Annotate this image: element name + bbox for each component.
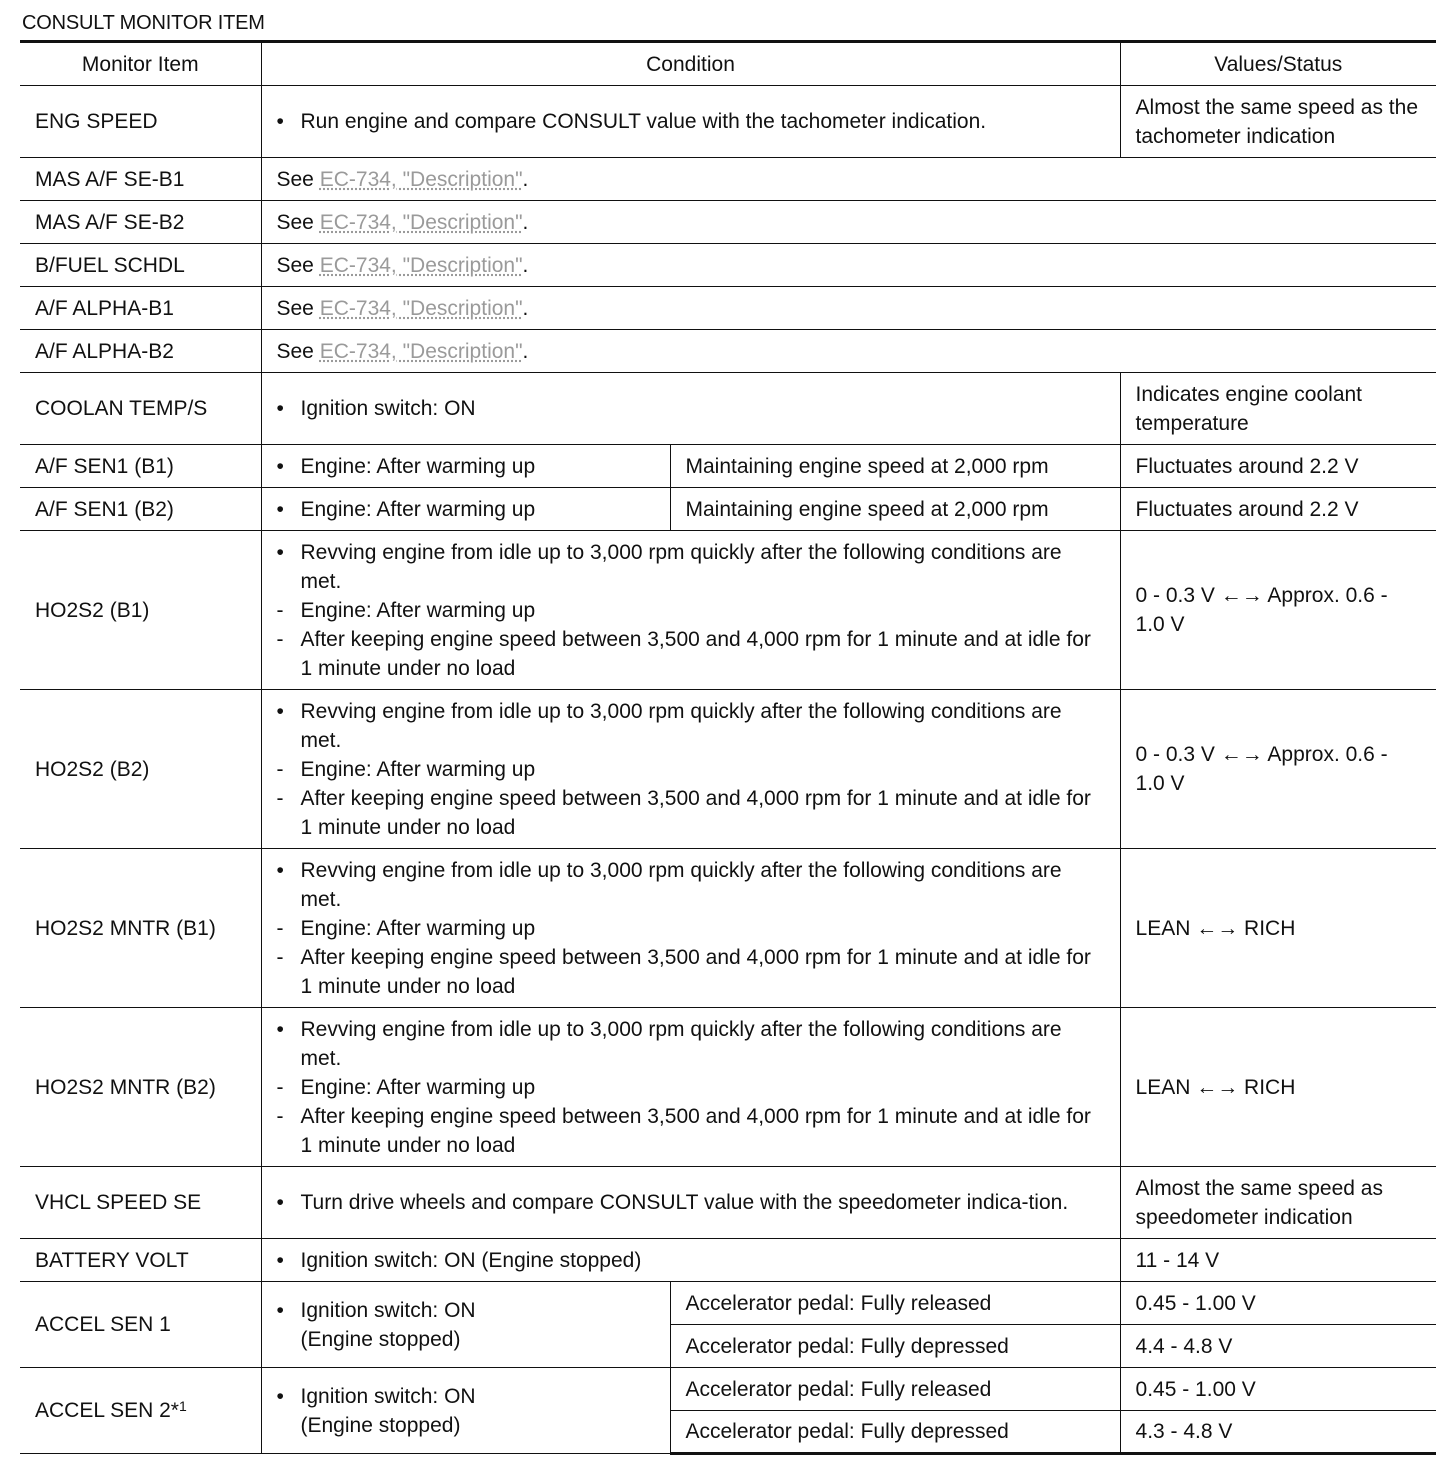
condition-cell — [261, 86, 1120, 158]
description-link[interactable]: EC-734, "Description" — [319, 296, 523, 320]
condition-text: Revving engine from idle up to 3,000 rpm quickly after the following conditions are met. — [300, 699, 1062, 752]
condition-text: Ignition switch: ON (Engine stopped) — [300, 1248, 642, 1272]
monitor-item-cell: BATTERY VOLT — [20, 1239, 261, 1282]
condition-subtext: After keeping engine speed between 3,500 and 4,000 rpm for 1 minute and at idle for 1 minute under no load — [300, 786, 1091, 839]
monitor-item-cell: HO2S2 (B2) — [20, 690, 261, 849]
table-row — [20, 531, 1436, 690]
value-cell: Almost the same speed as speedometer indication — [1120, 1167, 1436, 1239]
table-header-row — [20, 42, 1436, 86]
bullet-marker: • — [276, 540, 284, 564]
condition-cell — [261, 1239, 1120, 1282]
table-row — [20, 244, 1436, 287]
value-cell: 11 - 14 V — [1120, 1239, 1436, 1282]
condition-cell — [261, 158, 1436, 201]
monitor-item-cell: A/F SEN1 (B2) — [20, 488, 261, 531]
condition-subtext: Engine: After warming up — [300, 598, 536, 622]
bullet-marker: • — [276, 1017, 284, 1041]
value-cell: 0 - 0.3 V ←→ Approx. 0.6 - 1.0 V — [1120, 690, 1436, 849]
monitor-item-cell: B/FUEL SCHDL — [20, 244, 261, 287]
condition-text: Turn drive wheels and compare CONSULT value with the speedometer indica-tion. — [300, 1191, 1069, 1214]
bullet-marker: • — [276, 397, 284, 420]
condition-cell — [261, 330, 1436, 373]
value-cell: Indicates engine coolant temperature — [1120, 373, 1436, 445]
value-cell: Fluctuates around 2.2 V — [1120, 445, 1436, 488]
document-title: CONSULT MONITOR ITEM — [22, 12, 265, 34]
see-prefix: See — [276, 167, 314, 191]
table-row — [20, 690, 1436, 849]
condition-cell — [261, 244, 1436, 287]
table-row — [20, 1167, 1436, 1239]
header-condition: Condition — [261, 42, 1120, 86]
dash-marker: - — [276, 757, 284, 781]
condition-text: Revving engine from idle up to 3,000 rpm quickly after the following conditions are met. — [300, 858, 1062, 911]
condition-subtext: Engine: After warming up — [300, 916, 536, 940]
see-prefix: See — [276, 296, 314, 320]
condition-cell — [261, 1167, 1120, 1239]
condition-text: Ignition switch: ON — [300, 1384, 476, 1408]
value-cell: 0.45 - 1.00 V — [1120, 1282, 1436, 1325]
bullet-marker: • — [276, 1191, 284, 1214]
table-row — [20, 1008, 1436, 1167]
see-prefix: See — [276, 210, 314, 234]
condition-cell — [261, 1008, 1120, 1167]
table-row — [20, 488, 1436, 531]
table-row — [20, 1368, 1436, 1411]
description-link[interactable]: EC-734, "Description" — [319, 253, 523, 277]
monitor-item-cell: ENG SPEED — [20, 86, 261, 158]
monitor-item-cell: ACCEL SEN 1 — [20, 1282, 261, 1368]
table-row — [20, 330, 1436, 373]
condition-subtext: (Engine stopped) — [300, 1327, 461, 1351]
monitor-item-cell: HO2S2 MNTR (B1) — [20, 849, 261, 1008]
sub-condition-cell: Maintaining engine speed at 2,000 rpm — [670, 488, 1120, 531]
condition-cell — [261, 690, 1120, 849]
monitor-item-cell: A/F SEN1 (B1) — [20, 445, 261, 488]
table-row — [20, 201, 1436, 244]
see-suffix: . — [522, 210, 529, 234]
condition-text: Revving engine from idle up to 3,000 rpm quickly after the following conditions are met. — [300, 1017, 1062, 1070]
description-link[interactable]: EC-734, "Description" — [319, 167, 523, 191]
monitor-item-cell: HO2S2 (B1) — [20, 531, 261, 690]
condition-text: Ignition switch: ON — [300, 1298, 476, 1322]
condition-subtext: (Engine stopped) — [300, 1413, 461, 1437]
table-row — [20, 1282, 1436, 1325]
dash-marker: - — [276, 627, 284, 651]
dash-marker: - — [276, 1075, 284, 1099]
dash-marker: - — [276, 945, 284, 969]
table-row — [20, 287, 1436, 330]
see-suffix: . — [522, 296, 529, 320]
condition-cell — [261, 445, 670, 488]
table-row — [20, 445, 1436, 488]
see-suffix: . — [522, 339, 529, 363]
condition-subtext: After keeping engine speed between 3,500 and 4,000 rpm for 1 minute and at idle for 1 minute under no load — [300, 627, 1091, 680]
bullet-marker: • — [276, 1384, 284, 1408]
condition-cell — [261, 201, 1436, 244]
table-row — [20, 373, 1436, 445]
condition-subtext: Engine: After warming up — [300, 1075, 536, 1099]
value-cell: Fluctuates around 2.2 V — [1120, 488, 1436, 531]
monitor-item-cell: VHCL SPEED SE — [20, 1167, 261, 1239]
condition-text: Revving engine from idle up to 3,000 rpm quickly after the following conditions are met. — [300, 540, 1062, 593]
description-link[interactable]: EC-734, "Description" — [319, 339, 523, 363]
description-link[interactable]: EC-734, "Description" — [319, 210, 523, 234]
sub-condition-cell: Accelerator pedal: Fully depressed — [670, 1411, 1120, 1454]
condition-text: Engine: After warming up — [300, 497, 536, 521]
dash-marker: - — [276, 786, 284, 810]
value-cell: LEAN ←→ RICH — [1120, 849, 1436, 1008]
condition-subtext: After keeping engine speed between 3,500 and 4,000 rpm for 1 minute and at idle for 1 minute under no load — [300, 1104, 1091, 1157]
value-cell: 4.3 - 4.8 V — [1120, 1411, 1436, 1454]
monitor-item-label: ACCEL SEN 2* — [35, 1399, 179, 1422]
sub-condition-cell: Maintaining engine speed at 2,000 rpm — [670, 445, 1120, 488]
see-prefix: See — [276, 253, 314, 277]
monitor-item-cell: A/F ALPHA-B1 — [20, 287, 261, 330]
table-row — [20, 158, 1436, 201]
condition-cell — [261, 1368, 670, 1454]
sub-condition-cell: Accelerator pedal: Fully released — [670, 1282, 1120, 1325]
see-suffix: . — [522, 253, 529, 277]
condition-cell — [261, 1282, 670, 1368]
bullet-marker: • — [276, 1248, 284, 1272]
dash-marker: - — [276, 1104, 284, 1128]
condition-subtext: Engine: After warming up — [300, 757, 536, 781]
see-suffix: . — [522, 167, 529, 191]
dash-marker: - — [276, 598, 284, 622]
table-row — [20, 849, 1436, 1008]
monitor-item-cell: A/F ALPHA-B2 — [20, 330, 261, 373]
value-cell: Almost the same speed as the tachometer indication — [1120, 86, 1436, 158]
bullet-marker: • — [276, 454, 284, 478]
monitor-item-cell: MAS A/F SE-B1 — [20, 158, 261, 201]
value-cell: 0.45 - 1.00 V — [1120, 1368, 1436, 1411]
see-prefix: See — [276, 339, 314, 363]
condition-cell — [261, 373, 1120, 445]
header-values-status: Values/Status — [1120, 42, 1436, 86]
condition-cell — [261, 849, 1120, 1008]
consult-monitor-table — [20, 40, 1436, 1455]
condition-cell — [261, 531, 1120, 690]
condition-text: Ignition switch: ON — [300, 397, 476, 420]
monitor-item-cell: MAS A/F SE-B2 — [20, 201, 261, 244]
bullet-marker: • — [276, 110, 284, 133]
value-cell: 4.4 - 4.8 V — [1120, 1325, 1436, 1368]
monitor-item-cell: HO2S2 MNTR (B2) — [20, 1008, 261, 1167]
condition-cell — [261, 488, 670, 531]
bullet-marker: • — [276, 1298, 284, 1322]
monitor-item-cell: COOLAN TEMP/S — [20, 373, 261, 445]
table-row — [20, 1239, 1436, 1282]
sub-condition-cell: Accelerator pedal: Fully released — [670, 1368, 1120, 1411]
footnote-marker: 1 — [178, 1398, 187, 1414]
header-monitor-item: Monitor Item — [20, 42, 261, 86]
bullet-marker: • — [276, 497, 284, 521]
value-cell: 0 - 0.3 V ←→ Approx. 0.6 - 1.0 V — [1120, 531, 1436, 690]
monitor-item-cell — [20, 1368, 261, 1454]
sub-condition-cell: Accelerator pedal: Fully depressed — [670, 1325, 1120, 1368]
condition-text: Run engine and compare CONSULT value with the tachometer indication. — [300, 110, 987, 133]
table-row — [20, 86, 1436, 158]
bullet-marker: • — [276, 699, 284, 723]
dash-marker: - — [276, 916, 284, 940]
condition-cell — [261, 287, 1436, 330]
value-cell: LEAN ←→ RICH — [1120, 1008, 1436, 1167]
condition-subtext: After keeping engine speed between 3,500 and 4,000 rpm for 1 minute and at idle for 1 minute under no load — [300, 945, 1091, 998]
condition-text: Engine: After warming up — [300, 454, 536, 478]
bullet-marker: • — [276, 858, 284, 882]
